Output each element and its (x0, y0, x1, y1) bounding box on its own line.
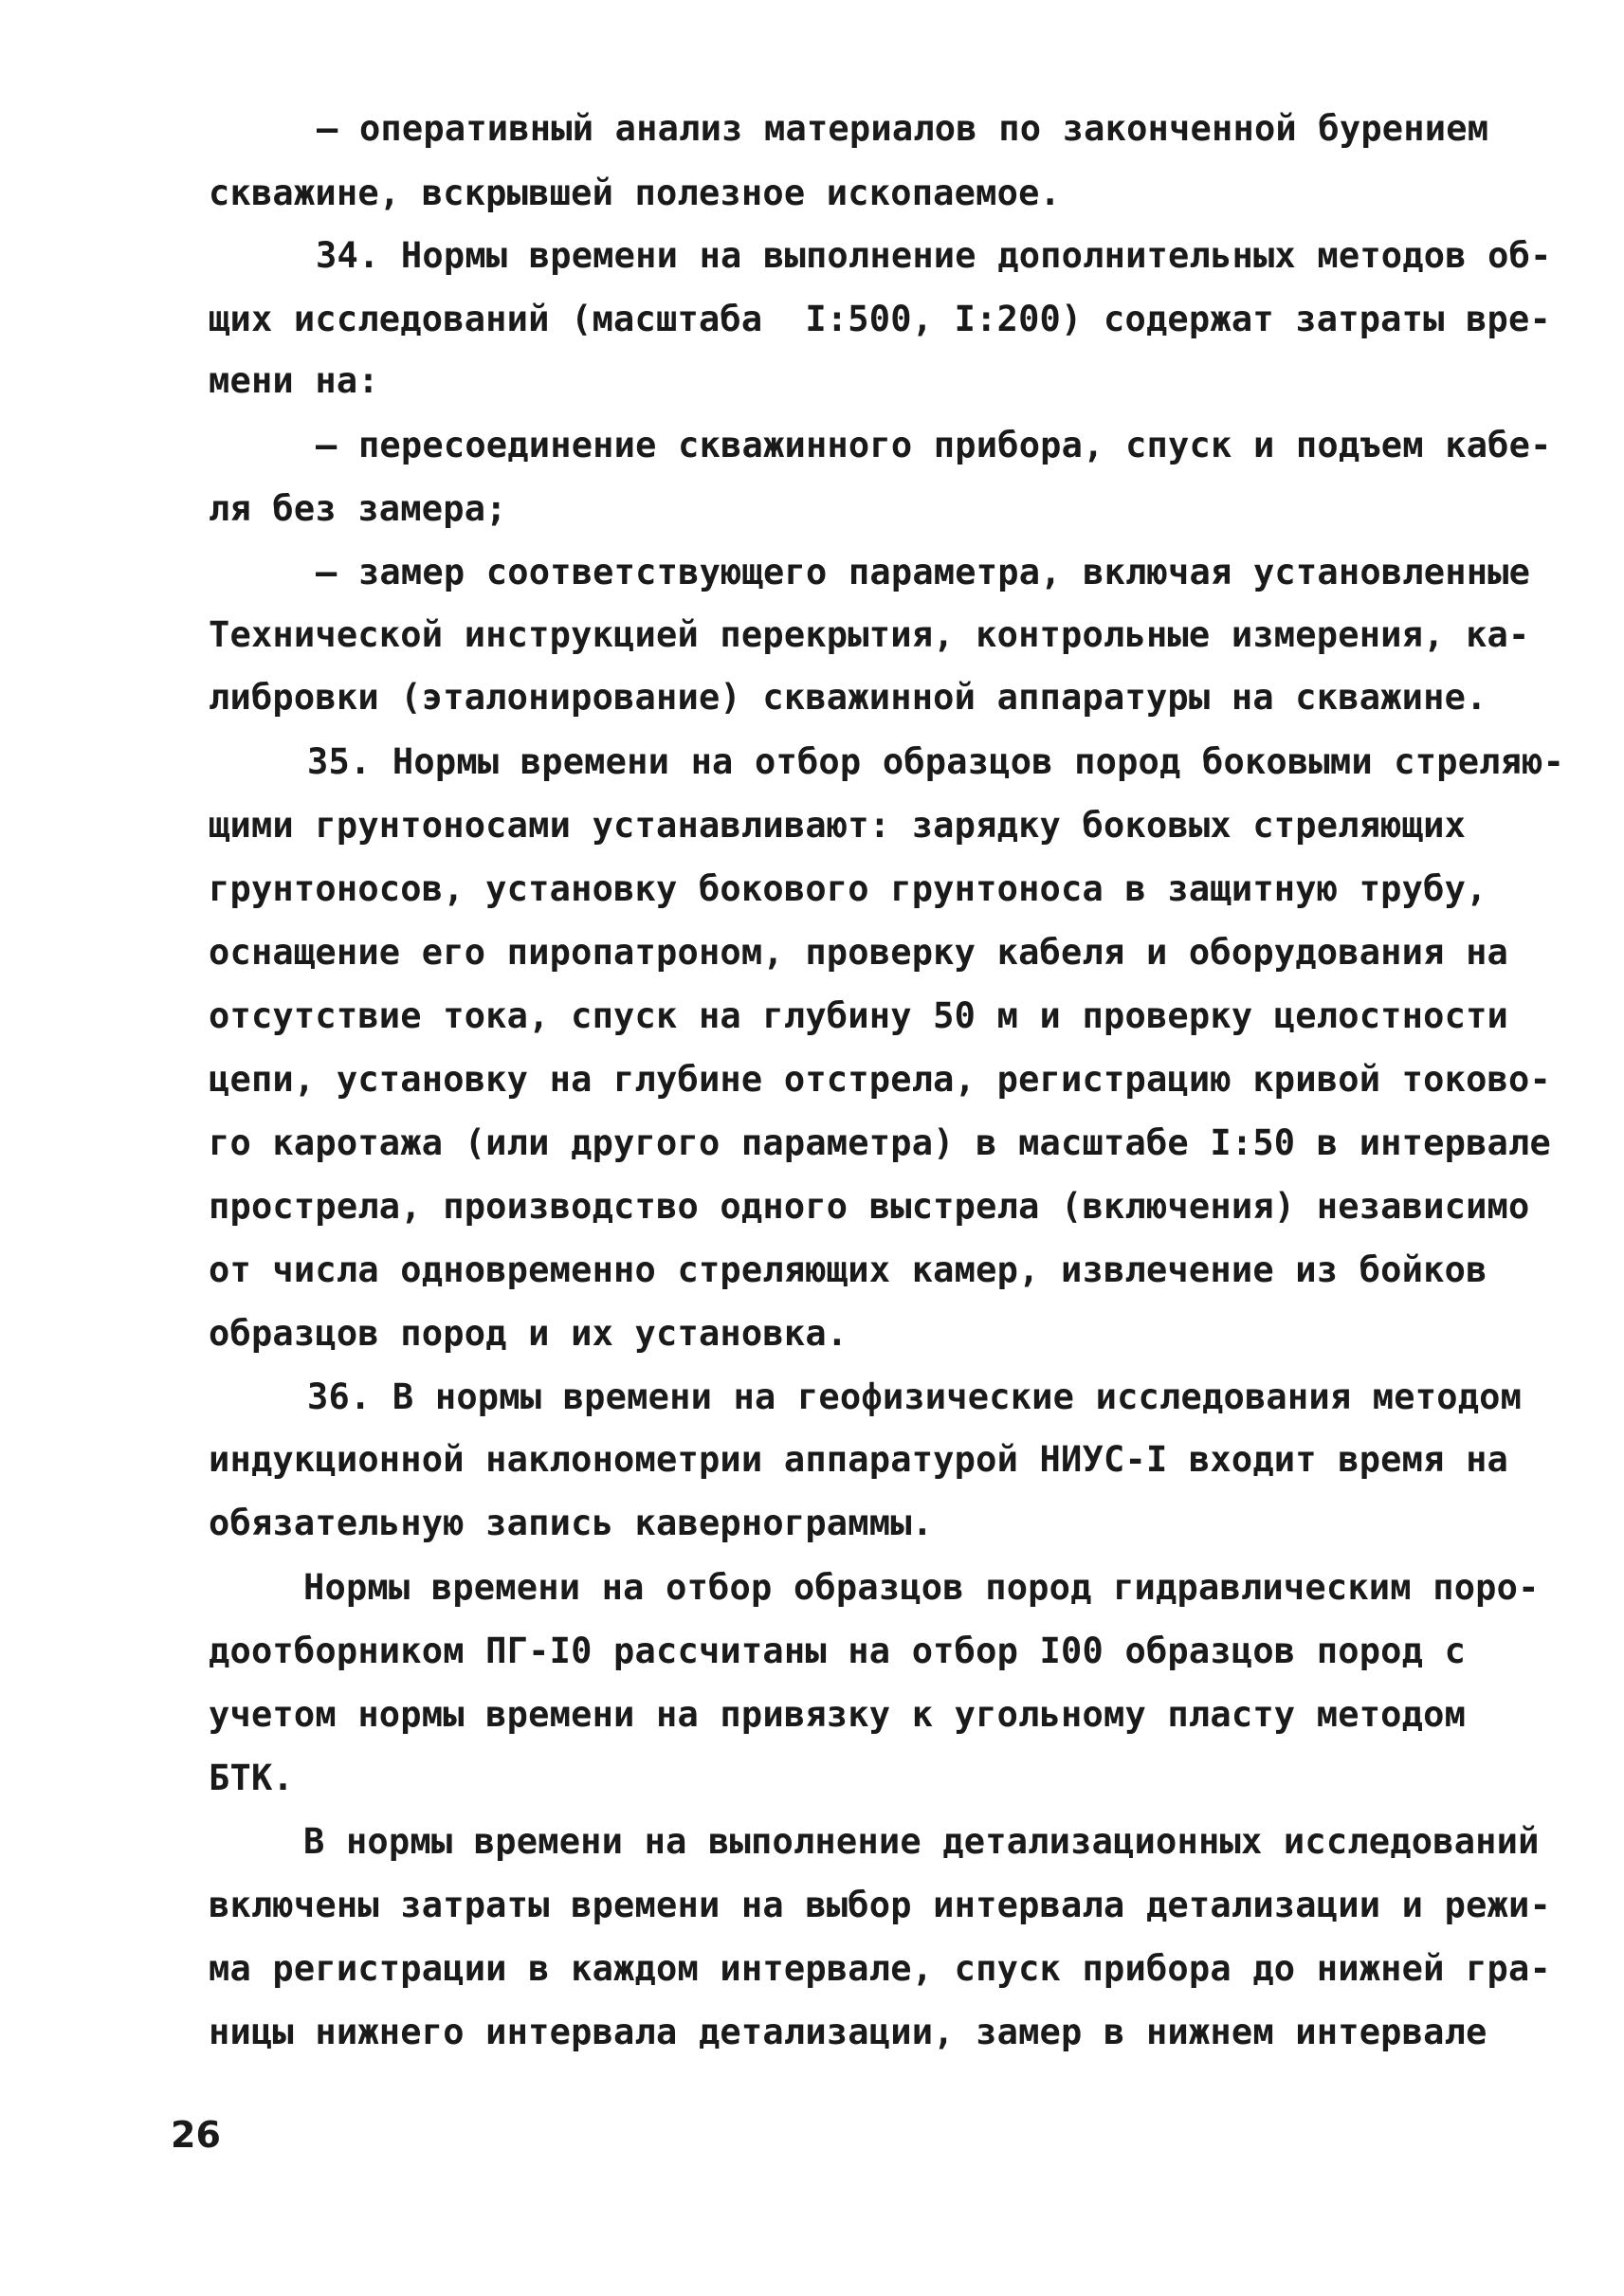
text-line: 34. Нормы времени на выполнение дополнительных методов об- (316, 235, 1552, 276)
text-line: скважине, вскрывшей полезное ископаемое. (209, 173, 1062, 213)
text-line: мени на: (209, 360, 379, 401)
text-line: 36. В нормы времени на геофизические исследования методом (307, 1376, 1523, 1417)
text-line: доотборником ПГ-I0 рассчитаны на отбор I00 образцов пород с (209, 1631, 1467, 1671)
page-number: 26 (171, 2114, 221, 2156)
text-line: – оперативный анализ материалов по законченной бурением (317, 108, 1489, 149)
text-line: – замер соответствующего параметра, включая установленные (316, 552, 1531, 592)
text-line: БТК. (209, 1758, 294, 1798)
text-line: цепи, установку на глубине отстрела, регистрацию кривой токово- (209, 1059, 1551, 1100)
text-line: го каротажа (или другого параметра) в масштабе I:50 в интервале (209, 1122, 1551, 1163)
text-line: отсутствие тока, спуск на глубину 50 м и проверку целостности (209, 995, 1509, 1036)
text-line: грунтоносов, установку бокового грунтоноса в защитную трубу, (209, 868, 1487, 909)
text-line: ля без замера; (209, 488, 507, 529)
text-line: прострела, производство одного выстрела (включения) независимо (209, 1186, 1530, 1227)
text-line: от числа одновременно стреляющих камер, извлечение из бойков (209, 1249, 1487, 1290)
text-line: щих исследований (масштаба I:500, I:200) содержат затраты вре- (209, 299, 1551, 339)
text-line: Нормы времени на отбор образцов пород гидравлическим поро- (303, 1567, 1540, 1608)
text-line: В нормы времени на выполнение детализационных исследований (303, 1821, 1540, 1862)
text-line: – пересоединение скважинного прибора, спуск и подъем кабе- (316, 425, 1552, 465)
text-line: Технической инструкцией перекрытия, контрольные измерения, ка- (209, 614, 1530, 655)
text-line: оснащение его пиропатроном, проверку кабеля и оборудования на (209, 932, 1509, 973)
text-line: образцов пород и их установка. (209, 1313, 848, 1354)
text-line: индукционной наклонометрии аппаратурой НИУС-I входит время на (209, 1439, 1509, 1480)
text-line: 35. Нормы времени на отбор образцов пород боковыми стреляю- (307, 741, 1565, 782)
text-line: ницы нижнего интервала детализации, замер в нижнем интервале (209, 2012, 1487, 2052)
text-line: учетом нормы времени на привязку к угольному пласту методом (209, 1694, 1467, 1735)
text-line: ма регистрации в каждом интервале, спуск прибора до нижней гра- (209, 1948, 1551, 1989)
text-line: либровки (эталонирование) скважинной аппаратуры на скважине. (209, 677, 1487, 718)
text-line: включены затраты времени на выбор интервала детализации и режи- (209, 1885, 1551, 1925)
text-line: обязательную запись кавернограммы. (209, 1503, 934, 1543)
text-line: щими грунтоносами устанавливают: зарядку боковых стреляющих (209, 805, 1467, 846)
